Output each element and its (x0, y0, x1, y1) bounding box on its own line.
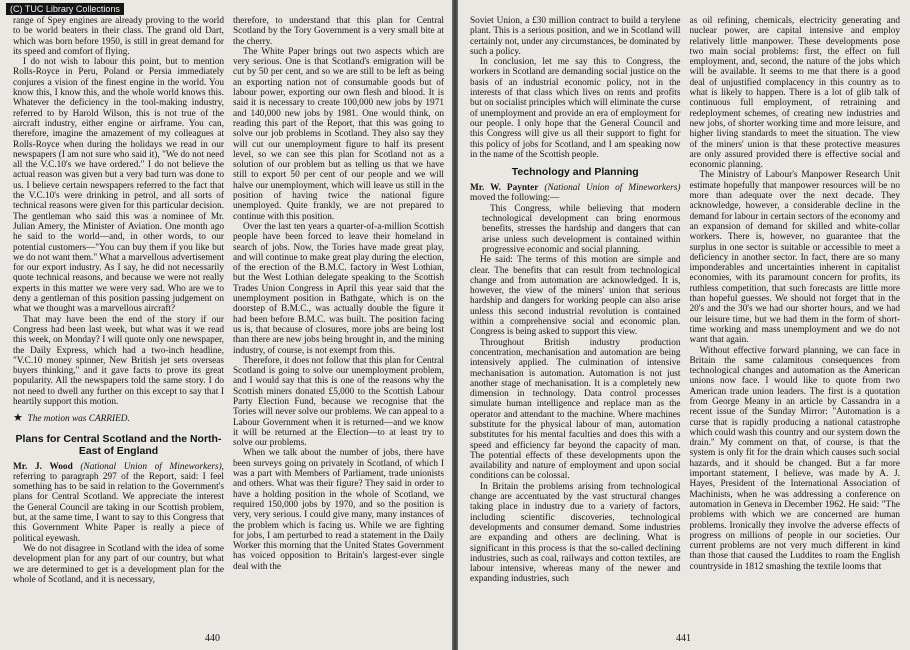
paragraph: range of Spey engines are already proving to the world to be world beaters in their class. The grand old Dart, which was born before 1950, is still in great demand for its speed and comfort of flying. (13, 16, 224, 57)
paragraph: Without effective forward planning, we can face in Britain the same calamitous consequences from technological changes and automation as the American unions now face. I would like to quote from two American trade union leaders. The first is a quotation from George Meany in an article by Cassandra in a recent issue of the Sunday Mirror: "Automation is a curse that is rapidly producing a national catastrophe which could wash this country and our system down the drain." My comment on that, of course, is that the system is only fit for the drain which causes such social hazards, and it should be changed. But a far more important statement, I believe, was made by A. J. Hayes, President of the International Association of Machinists, when he was addressing a conference on automation in Geneva in December 1962. He said: "The problems with which we are concerned are human problems. Ironically they involve the adverse effects of progress on millions of people in our societies. Our current problems are not very much different in kind than those that caused the Luddites to roam the English countryside in 1812 smashing the textile looms that (689, 345, 900, 572)
copyright-watermark: (C) TUC Library Collections (6, 3, 124, 15)
paragraph-text: moved the following:— (470, 193, 560, 204)
paragraph: That may have been the end of the story if our Congress had been last week, but what was it we read this week, on Monday? I will quote only one newspaper, the Daily Express, which had a two-inch headline, "V.C.10 money spinner, New British jet sets overseas buyers thinking," and it gave facts to prove its great popularity. All the newspapers told the same story. I do not need to dwell any further on this except to say that I heartily support this motion. (13, 314, 224, 407)
paragraph (13, 462, 224, 544)
motion-quote (482, 204, 681, 255)
paragraph: The White Paper brings out two aspects which are very serious. One is that Scotland's emigration will be cut by 50 per cent, and so we are still to be left as being an exporting nation not of consumable goods but of labour power, exporting our own flesh and blood. It is said it is necessary to create 100,000 new jobs by 1971 and 140,000 new jobs by 1981. One would think, on reading this part of the Report, that this was going to solve our job problems in Scotland. They also say they will cut our unemployment figure to half its present level, so we can see this plan for Scotland not as a solution of our problem but as telling us that we have still to export 50 per cent of our people and we will halve our unemployment, which will leave us still in the position of having twice the national figure unemployed. Quite frankly, we are not prepared to continue with this position. (233, 46, 444, 222)
star-icon: ★ (13, 412, 23, 425)
paragraph: Soviet Union, a £30 million contract to build a terylene plant. This is a serious position, and we in Scotland will certainly not, under any circumstances, be dominated by such a policy. (470, 16, 681, 57)
paragraph: Over the last ten years a quarter-of-a-million Scottish people have been forced to leave their homeland in search of jobs. Now, the Tories have made great play, and will continue to make great play during the election, of the erection of the B.M.C. factory in West Lothian, but the West Lothian delegate speaking to the Scottish Trades Union Congress in April this year said that the unemployment position in Bathgate, which is on the doorstep of B.M.C., was actually double the figure it had been before B.M.C. was built. The position facing us is, that because of closures, more jobs are being lost than there are new jobs being brought in, and the mining industry, of course, is not exempt from this. (233, 221, 444, 356)
paragraph: He said: The terms of this motion are simple and clear. The benefits that can result from technological change and from automation are acknowledged. It is, however, the view of the miners' union that serious hardship and dangers for working people can also arise unless this second industrial revolution is contained within a comprehensive social and economic plan. Congress is being asked to support this view. (470, 255, 681, 338)
motion-result-text: The motion was CARRIED. (27, 414, 130, 425)
paragraph: When we talk about the number of jobs, there have been surveys going on privately in Scotland, of which I was a part with Members of Parliament, trade unionists and others. What was their figure? They said in order to have a holding position in the whole of Scotland, we required 150,000 jobs by 1970, and so the position is very, very serious. I could give many, many instances of the problem which is facing us. While we are fighting for jobs, I am perturbed to read a statement in the Daily Worker this morning that the United States Government has voiced opposition to Britain's largest-ever single deal with the (233, 448, 444, 572)
right-page-column-1 (470, 16, 681, 616)
speaker-union: (National Union of Mineworkers) (544, 183, 681, 194)
right-page (458, 0, 910, 650)
paragraph: therefore, to understand that this plan for Central Scotland by the Tory Government is a very small bite at the cherry. (233, 16, 444, 47)
motion-quote-text: This Congress, while believing that modern technological development can bring enormous benefits, stresses the hardship and dangers that can arise unless such development is contained within progressive economic and social planning. (482, 203, 681, 255)
speaker-union: (National Union of Mineworkers), (80, 461, 224, 472)
paragraph: I do not wish to labour this point, but to mention Rolls-Royce in Peru, Poland or Persia immediately conjures a vision of the finest engine in the world. You know this, I know this, and the whole world knows this. Whatever the deficiency in the tool-making industry, referred to by Harold Wilson, this is not true of the aircraft industry, either engine or airframe. You can, therefore, imagine the amazement of my colleagues at Rolls-Royce when during the holidays we read in our newspapers (I am not sure who said it), "We do not need all the V.C.10's we have ordered." I do not believe the actual reason was given but a very bad turn was done to us. I believe certain newspapers referred to the fact that the V.C.10's were drinking in petrol, and all sorts of technical reasons were given for this particular decision. The gentleman who said this was a nominee of Mr. Julian Amery, the Minister of Aviation. One month ago he said to the world—and, in other words, to our potential customers—"You can buy them if you like but we do not want them." What a marvellous advertisement for our export industry. As I say, he did not necessarily quote technical reasons, and because we were not really experts in this matter we were very sad. Who are we to deny a gentleman of this position passing judgement on what we thought was a marvellous aircraft? (13, 57, 224, 315)
paragraph: The Ministry of Labour's Manpower Research Unit estimate hopefully that manpower resources will be no more than adequate over the next decade. They acknowledge, however, a considerable decline in the demand for labour in certain sectors of the economy and an expansion of demand for skilled and white-collar workers. There is, however, no guarantee that the surplus in one sector is suitable or accessible to meet a deficiency in another sector. In fact, there are so many imponderables and uncertainties inherent in capitalist economies, with its paramount concern for profits, its ruthless competition, that such forecasts are little more than hopeful guesses. We should not forget that in the 20's and the 30's we had our shorter hours, and we had our leisure time, but we had them in the form of short-time working and mass unemployment and we do not want that again. (689, 170, 900, 346)
speaker-name: Mr. W. Paynter (470, 183, 539, 194)
page-number: 440 (205, 633, 220, 644)
paragraph: Throughout British industry production concentration, mechanisation and automation are being intensively applied. The culmination of intensive mechanisation is automation. Automation is not just another stage of mechanisation. It is a completely new dimension in technology. Data control processes simulate human intelligence and replace man as the operator and attendant to the machine. Where machines substitute for the physical labour of man, automation substitutes for his mental faculties and does this with a speed and efficiency far beyond the capacity of man. The potential effects of these developments upon the availability and nature of employment and upon social conditions can be colossal. (470, 337, 681, 482)
left-page-column-1 (13, 16, 224, 616)
paragraph: as oil refining, chemicals, electricity generating and nuclear power, are capital intensive and employ relatively little manpower. These developments pose two main social problems: first, the effect on full employment, and, second, the nature of the jobs which will be available. It seems to me that there is a good deal of unjustified complacency in this country as to what is likely to happen. There is a lot of glib talk of continuous full employment, of retraining and redeployment schemes, of creating new industries and new jobs, of shorter working time and more leisure, and higher living standards to meet the situation. The view of the miners' union is that these protective measures are only assured provided there is effective social and economic planning. (689, 16, 900, 171)
right-page-column-2 (690, 16, 901, 616)
paragraph: In Britain the problems arising from technological change are accentuated by the vast structural changes taking place in industry due to a variety of factors, including scientific discoveries, technological developments and consumer demand. Some industries are expanding and others are declining. What is significant in this process is that the so-called declining industries, such as coal, railways and cotton textiles, are labour intensive, whereas many of the newer and expanding industries, such (470, 481, 681, 585)
paragraph: In conclusion, let me say this to Congress, the workers in Scotland are demanding social justice on the basis of an industrial economic policy, not in the interests of that class which lives on rents and profits but on socialist principles which will eliminate the curse of unemployment and provide an era of employment for our people. I only hope that the General Council and this Congress will give us all their support to fight for this policy of jobs for Scotland, and I am speaking now in the name of the Scottish people. (470, 57, 681, 160)
left-page-column-2 (233, 16, 444, 616)
paragraph (470, 183, 681, 204)
paragraph: We do not disagree in Scotland with the idea of some development plan for any part of our country, but what we are determined to get is a development plan for the whole of Scotland, and it is necessary, (13, 543, 224, 585)
paragraph: Therefore, it does not follow that this plan for Central Scotland is going to solve our unemployment problem, and I would say that this is one of the reasons why the Scottish miners donated £5,000 to the Scottish Labour Party Election Fund, because we recognise that the Tories will never solve our problems. We can appeal to a Labour Government when it is returned—and we know it will be returned at the Election—to at least try to solve our problems. (233, 355, 444, 449)
speaker-name: Mr. J. Wood (13, 461, 73, 472)
paragraph-text: referring to paragraph 297 of the Report, said: I feel something has to be said in relation to the Government's plans for Central Scotland. We appreciate the interest the General Council are taking in our Scottish problem, but, at the same time, I want to say to this Congress that this Government White Paper is really a piece of political eyewash. (13, 471, 224, 544)
section-heading: Plans for Central Scotland and the North-East of England (15, 432, 222, 457)
motion-result (13, 413, 224, 424)
left-page (0, 0, 452, 650)
section-heading: Technology and Planning (511, 166, 639, 179)
page-number: 441 (676, 633, 691, 644)
